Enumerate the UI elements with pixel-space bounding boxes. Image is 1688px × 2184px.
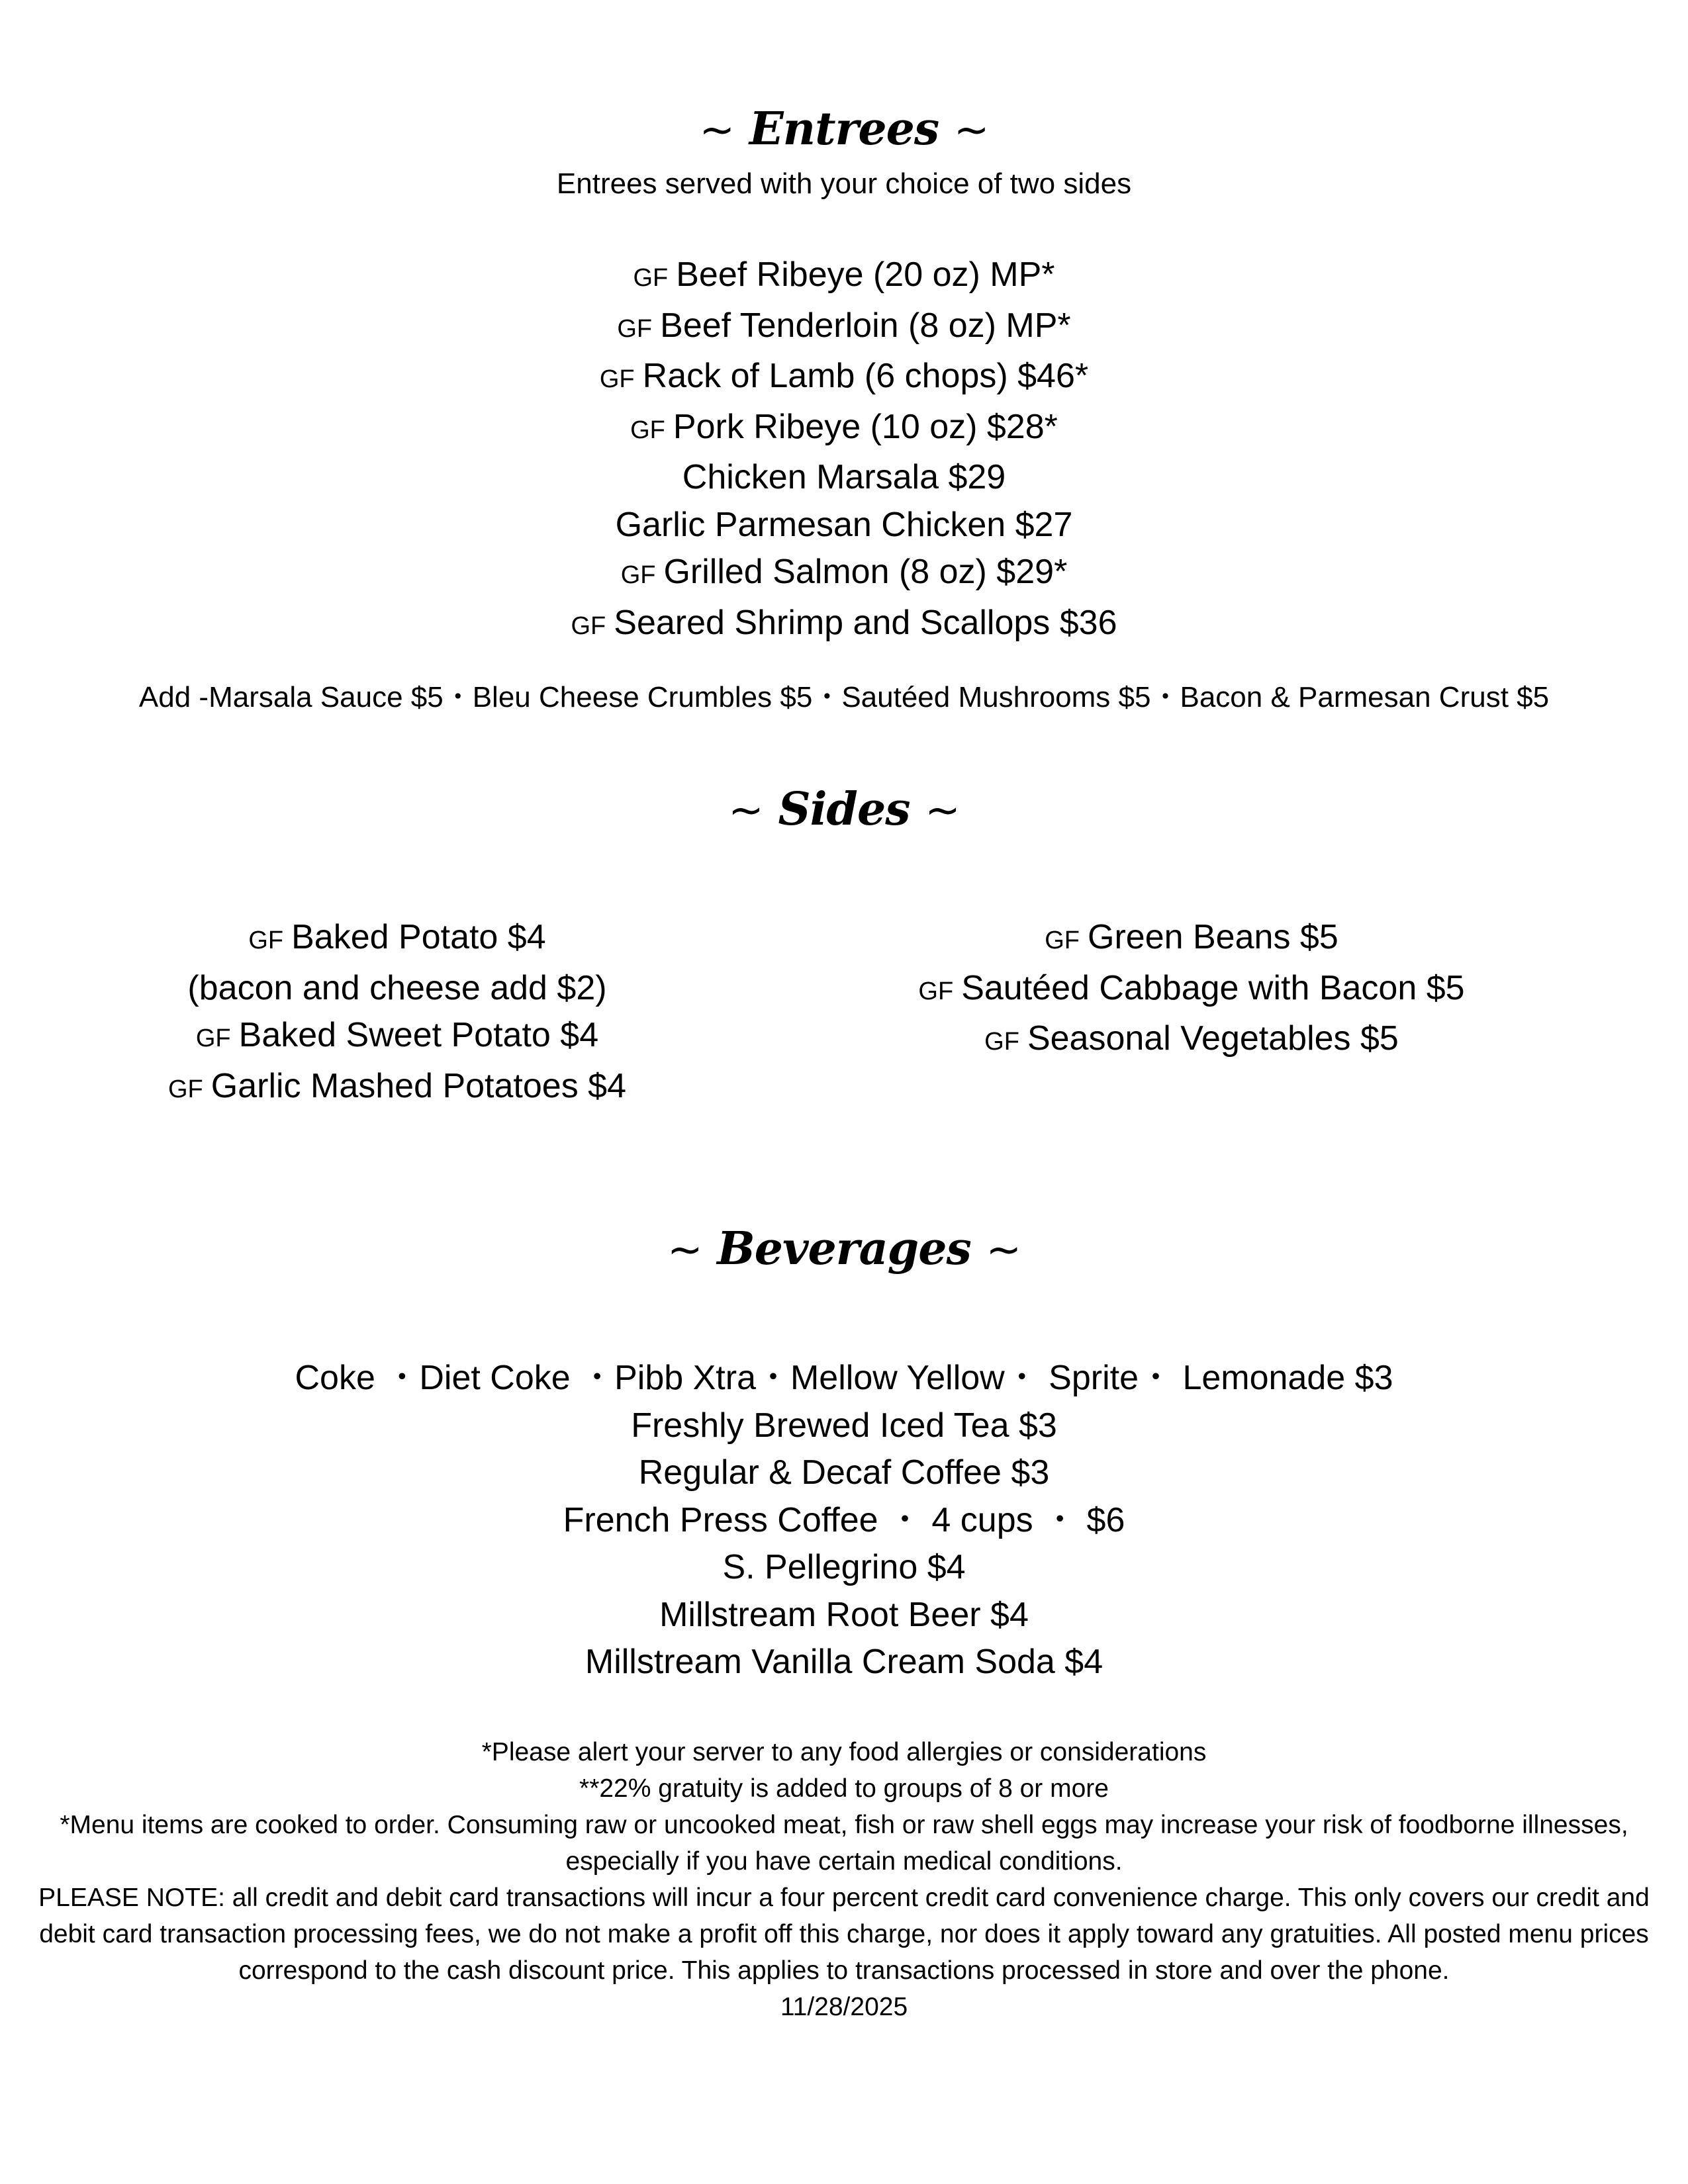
menu-item: S. Pellegrino $4 (722, 1548, 966, 1586)
allergy-note: *Please alert your server to any food allergies or considerations (481, 1738, 1207, 1766)
menu-item (0, 549, 1688, 600)
menu-item (794, 965, 1589, 1016)
menu-item-text: Seared Shrimp and Scallops $36 (614, 603, 1117, 642)
card-fee-note: PLEASE NOTE: all credit and debit card transactions will incur a four percent credit card convenience charge. This only covers our credit and debit card transaction processing fees, we do not make a profit off this charge, nor does it apply toward any gratuities. All posted menu prices correspond to the cash discount price. This applies to transactions processed in store and over the phone. (38, 1884, 1650, 1985)
gluten-free-tag: GF (630, 416, 665, 444)
menu-item (0, 600, 1688, 651)
menu-item-text: Garlic Mashed Potatoes $4 (211, 1066, 626, 1105)
menu-item-text: Beef Ribeye (20 oz) MP* (676, 255, 1055, 294)
menu-item (0, 502, 1688, 549)
entrees-title: Entrees (749, 103, 939, 156)
gluten-free-tag: GF (167, 1075, 203, 1103)
menu-item-note (0, 965, 794, 1013)
menu-item (0, 302, 1688, 353)
sides-title: Sides (778, 783, 910, 836)
footer-notes (26, 1734, 1662, 2025)
menu-item: Millstream Root Beer $4 (659, 1595, 1029, 1634)
beverages-list (0, 1355, 1688, 1686)
sides-left-column (0, 914, 794, 1113)
menu-item-text: Pork Ribeye (10 oz) $28* (673, 407, 1058, 446)
beverages-title: Beverages (717, 1222, 971, 1275)
gluten-free-tag: GF (571, 612, 606, 640)
menu-item (0, 454, 1688, 502)
menu-item (0, 251, 1688, 302)
menu-item-text: Seasonal Vegetables $5 (1027, 1019, 1399, 1058)
menu-item: Freshly Brewed Iced Tea $3 (631, 1406, 1057, 1445)
sides-right-column (794, 914, 1589, 1066)
menu-item (794, 1015, 1589, 1066)
menu-item: Regular & Decaf Coffee $3 (638, 1453, 1050, 1492)
menu-item-text: Baked Sweet Potato $4 (238, 1016, 599, 1054)
gluten-free-tag: GF (248, 927, 284, 954)
menu-item-text: Sautéed Cabbage with Bacon $5 (961, 968, 1465, 1007)
gluten-free-tag: GF (984, 1028, 1019, 1056)
menu-item (0, 1012, 794, 1063)
menu-item-text: Green Beans $5 (1088, 918, 1338, 956)
menu-item-text: Grilled Salmon (8 oz) $29* (663, 553, 1068, 591)
menu-item (0, 404, 1688, 455)
gluten-free-tag: GF (599, 365, 635, 393)
entree-addons: Add -Marsala Sauce $5・Bleu Cheese Crumbles $5・Sautéed Mushrooms $5・Bacon & Parmesan Crust $5 (138, 681, 1550, 713)
gluten-free-tag: GF (633, 264, 669, 292)
consumer-advisory: *Menu items are cooked to order. Consuming raw or uncooked meat, fish or raw shell eggs may increase your risk of foodborne illnesses, especially if you have certain medical conditions. (60, 1811, 1628, 1876)
menu-item-text: Beef Tenderloin (8 oz) MP* (660, 306, 1071, 345)
menu-item-text: Chicken Marsala $29 (682, 458, 1006, 496)
beverages-heading: ~ Beverages ~ (667, 1222, 1021, 1275)
menu-item-text: (bacon and cheese add $2) (187, 968, 607, 1007)
entrees-heading: ~ Entrees ~ (699, 103, 989, 156)
gluten-free-tag: GF (195, 1024, 231, 1052)
menu-item: French Press Coffee ・ 4 cups ・ $6 (563, 1500, 1125, 1539)
entrees-list (0, 251, 1688, 650)
gluten-free-tag: GF (617, 314, 653, 343)
menu-item (0, 1063, 794, 1114)
menu-item-text: Rack of Lamb (6 chops) $46* (642, 357, 1089, 395)
sides-heading: ~ Sides ~ (728, 783, 960, 836)
menu-item-text: Garlic Parmesan Chicken $27 (615, 505, 1073, 544)
entrees-subtitle: Entrees served with your choice of two sides (556, 167, 1132, 200)
gratuity-note: **22% gratuity is added to groups of 8 or more (579, 1774, 1109, 1803)
menu-date: 11/28/2025 (780, 1993, 908, 2021)
menu-item: Coke ・Diet Coke ・Pibb Xtra・Mellow Yellow・ Sprite・ Lemonade $3 (295, 1359, 1393, 1397)
gluten-free-tag: GF (1045, 927, 1080, 954)
gluten-free-tag: GF (918, 977, 954, 1005)
menu-item (0, 914, 794, 965)
menu-item: Millstream Vanilla Cream Soda $4 (585, 1643, 1103, 1681)
menu-item-text: Baked Potato $4 (291, 918, 546, 956)
gluten-free-tag: GF (620, 561, 656, 589)
menu-item (0, 353, 1688, 404)
menu-item (794, 914, 1589, 965)
